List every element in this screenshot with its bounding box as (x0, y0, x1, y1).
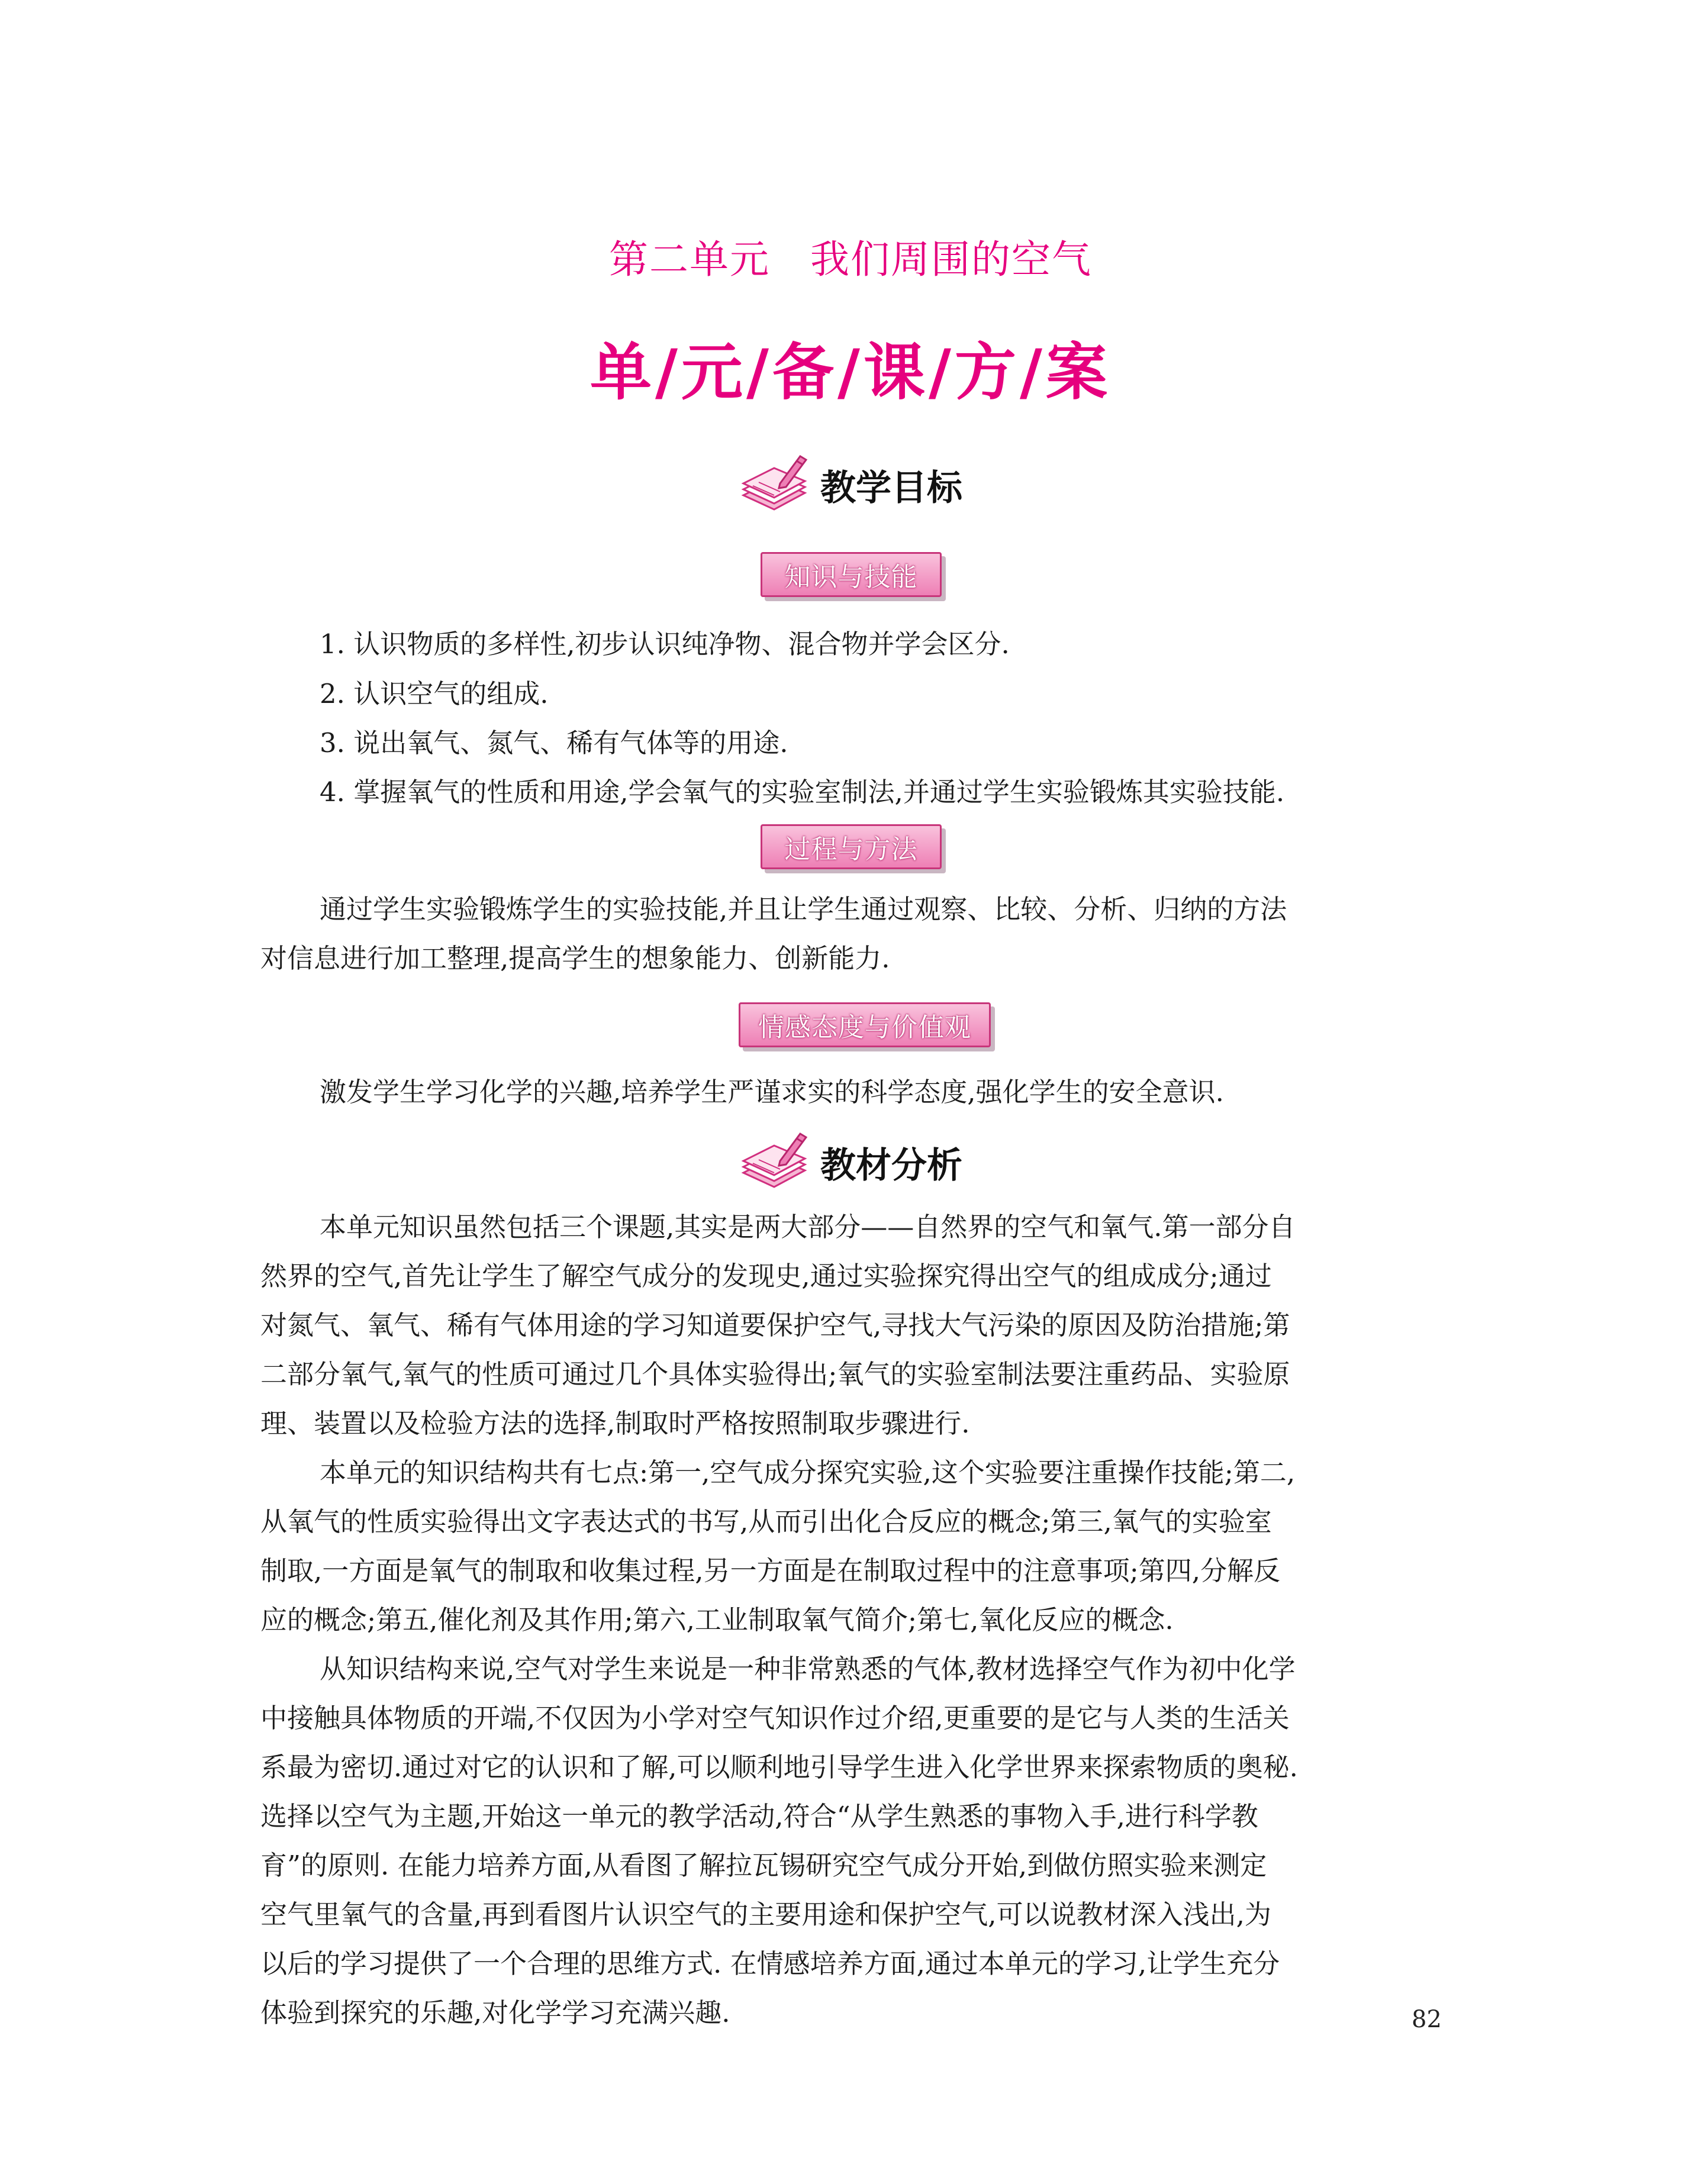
page-number: 82 (1412, 2006, 1442, 2033)
text-line: 空气里氧气的含量,再到看图片认识空气的主要用途和保护空气,可以说教材深入浅出,为 (260, 1899, 1271, 1930)
text-line: 从知识结构来说,空气对学生来说是一种非常熟悉的气体,教材选择空气作为初中化学 (320, 1653, 1296, 1685)
text-line: 从氧气的性质实验得出文字表达式的书写,从而引出化合反应的概念;第三,氧气的实验室 (260, 1506, 1272, 1537)
emotion-values-text (260, 1067, 1438, 1117)
section-heading-teaching-goals (0, 453, 1701, 518)
list-item: 4. 掌握氧气的性质和用途,学会氧气的实验室制法,并通过学生实验锻炼其实验技能. (320, 776, 1285, 808)
section-title: 教学目标 (820, 467, 962, 509)
notebook-pen-icon (739, 453, 810, 518)
material-analysis-text (260, 1202, 1438, 2037)
text-line: 然界的空气,首先让学生了解空气成分的发现史,通过实验探究得出空气的组成成分;通过 (260, 1260, 1272, 1292)
text-line: 应的概念;第五,催化剂及其作用;第六,工业制取氧气简介;第七,氧化反应的概念. (260, 1604, 1174, 1635)
text-line: 本单元的知识结构共有七点:第一,空气成分探究实验,这个实验要注重操作技能;第二, (320, 1457, 1296, 1488)
process-method-text (260, 885, 1438, 983)
text-line: 本单元知识虽然包括三个课题,其实是两大部分——自然界的空气和氧气.第一部分自 (320, 1211, 1296, 1243)
text-line: 选择以空气为主题,开始这一单元的教学活动,符合“从学生熟悉的事物入手,进行科学教 (260, 1801, 1258, 1832)
text-line: 中接触具体物质的开端,不仅因为小学对空气知识作过介绍,更重要的是它与人类的生活关 (260, 1702, 1290, 1734)
text-line: 二部分氧气,氧气的性质可通过几个具体实验得出;氧气的实验室制法要注重药品、实验原 (260, 1359, 1290, 1390)
main-title: 单/元/备/课/方/案 (590, 336, 1111, 408)
text-line: 通过学生实验锻炼学生的实验技能,并且让学生通过观察、比较、分析、归纳的方法 (320, 893, 1287, 925)
badge-knowledge-skills: 知识与技能 (761, 552, 942, 597)
text-line: 以后的学习提供了一个合理的思维方式. 在情感培养方面,通过本单元的学习,让学生充分 (260, 1948, 1280, 1979)
badge-process-method: 过程与方法 (761, 824, 942, 869)
text-line: 系最为密切.通过对它的认识和了解,可以顺利地引导学生进入化学世界来探索物质的奥秘. (260, 1751, 1298, 1783)
text-line: 理、装置以及检验方法的选择,制取时严格按照制取步骤进行. (260, 1408, 970, 1439)
badge-emotion-values: 情感态度与价值观 (739, 1002, 991, 1047)
text-line: 激发学生学习化学的兴趣,培养学生严谨求实的科学态度,强化学生的安全意识. (320, 1076, 1224, 1108)
text-line: 育”的原则. 在能力培养方面,从看图了解拉瓦锡研究空气成分开始,到做仿照实验来测定 (260, 1850, 1267, 1881)
section-title: 教材分析 (820, 1145, 962, 1186)
list-item: 1. 认识物质的多样性,初步认识纯净物、混合物并学会区分. (320, 628, 1010, 660)
text-line: 对信息进行加工整理,提高学生的想象能力、创新能力. (260, 943, 890, 974)
section-heading-material-analysis (0, 1130, 1701, 1195)
unit-title: 第二单元 我们周围的空气 (609, 237, 1092, 282)
notebook-pen-icon (739, 1130, 810, 1195)
text-line: 体验到探究的乐趣,对化学学习充满兴趣. (260, 1997, 730, 2028)
text-line: 制取,一方面是氧气的制取和收集过程,另一方面是在制取过程中的注意事项;第四,分解反 (260, 1555, 1281, 1586)
list-item: 3. 说出氧气、氮气、稀有气体等的用途. (320, 727, 788, 759)
text-line: 对氮气、氧气、稀有气体用途的学习知道要保护空气,寻找大气污染的原因及防治措施;第 (260, 1309, 1290, 1341)
list-item: 2. 认识空气的组成. (320, 678, 549, 709)
